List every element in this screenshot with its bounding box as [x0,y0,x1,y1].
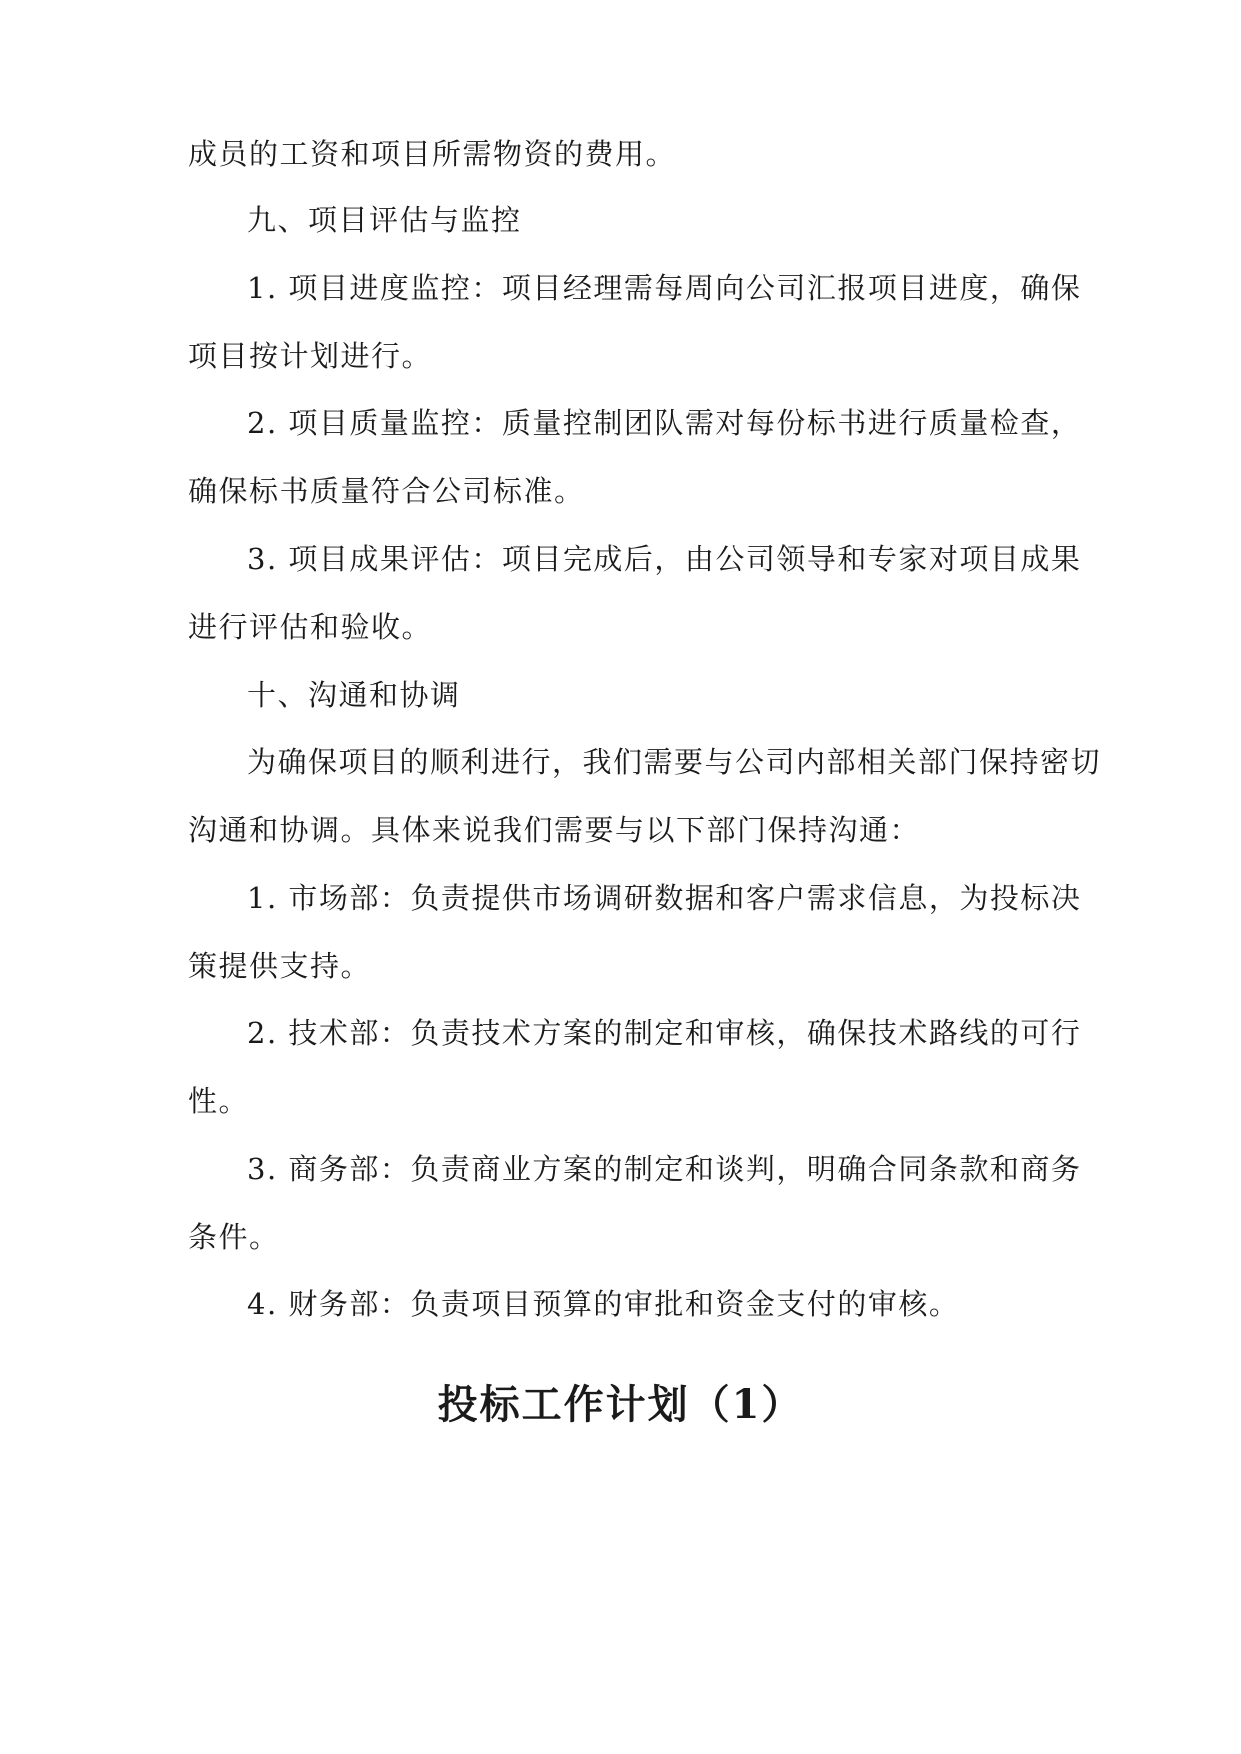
paragraph-line: 性。 [188,1084,250,1118]
paragraph-line: 进行评估和验收。 [188,610,433,644]
list-item-business-dept: 3. 商务部：负责商业方案的制定和谈判，明确合同条款和商务 [247,1152,1082,1186]
list-item-result-evaluation: 3. 项目成果评估：项目完成后，由公司领导和专家对项目成果 [247,542,1082,576]
section-heading-9: 九、项目评估与监控 [247,203,522,237]
paragraph-line: 确保标书质量符合公司标准。 [188,474,585,508]
section-heading-10: 十、沟通和协调 [247,678,461,712]
paragraph-line: 项目按计划进行。 [188,339,433,373]
paragraph-line: 沟通和协调。具体来说我们需要与以下部门保持沟通： [188,813,921,847]
paragraph-line: 条件。 [188,1220,280,1254]
paragraph-line: 策提供支持。 [188,949,372,983]
paragraph-line: 为确保项目的顺利进行，我们需要与公司内部相关部门保持密切 [247,745,1102,779]
list-item-progress-monitoring: 1. 项目进度监控：项目经理需每周向公司汇报项目进度，确保 [247,271,1082,305]
list-item-marketing-dept: 1. 市场部：负责提供市场调研数据和客户需求信息，为投标决 [247,881,1082,915]
list-item-technical-dept: 2. 技术部：负责技术方案的制定和审核，确保技术路线的可行 [247,1016,1082,1050]
list-item-finance-dept: 4. 财务部：负责项目预算的审批和资金支付的审核。 [247,1287,960,1321]
paragraph-line: 成员的工资和项目所需物资的费用。 [188,137,677,171]
list-item-quality-monitoring: 2. 项目质量监控：质量控制团队需对每份标书进行质量检查， [247,406,1082,440]
document-title: 投标工作计划（1） [437,1381,804,1428]
